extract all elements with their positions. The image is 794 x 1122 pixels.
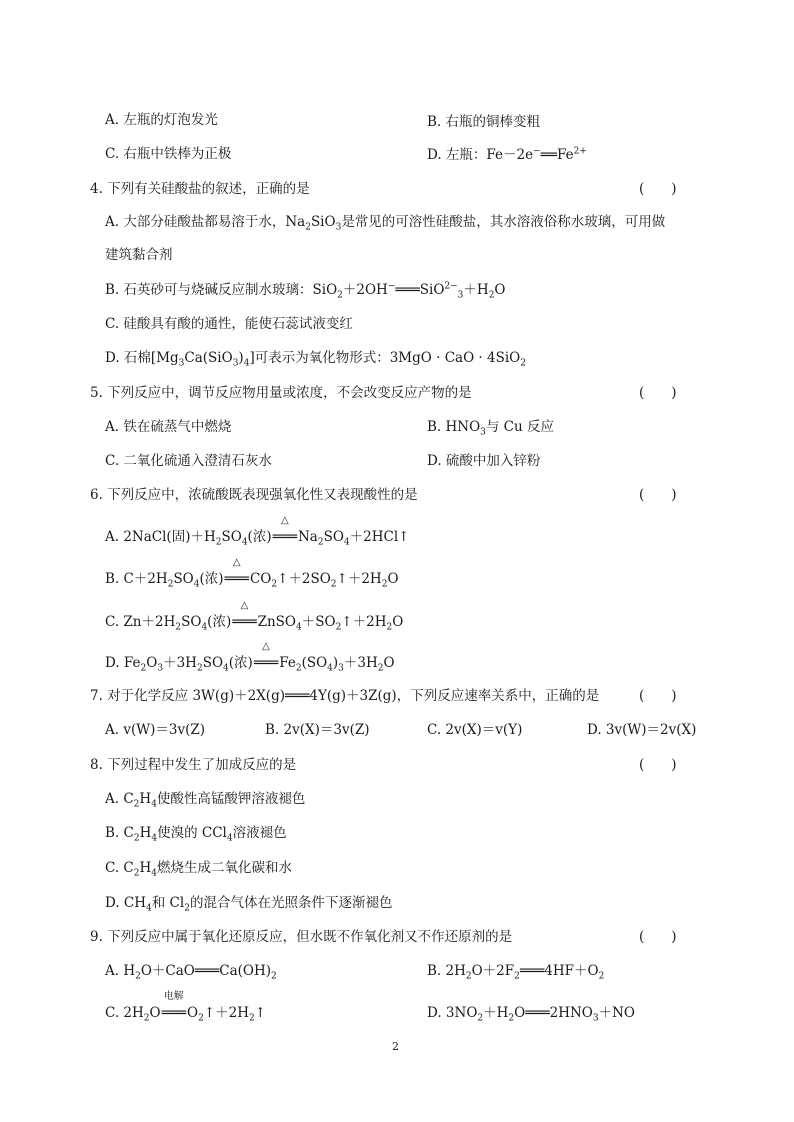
heat-condition: △ ═══	[272, 515, 297, 545]
q3-option-b: B. 右瓶的铜棒变粗	[427, 114, 541, 130]
q4-option-a-line1: A. 大部分硅酸盐都易溶于水，$Na_2SiO_3$是常见的可溶性硅酸盐，其水溶液俗称水玻璃，可用做	[105, 214, 666, 233]
q6-option-a: A. 2NaCl(固)$+H_2SO_4$(浓) △ $═══Na_2SO_4+2HCl↑$	[105, 515, 410, 548]
q7-option-b: B. 2v(X)＝3v(Z)	[265, 722, 370, 738]
q5-option-c: C. 二氧化硫通入澄清石灰水	[105, 453, 272, 469]
q9-option-c: C. $2H_2O$ 电解 $═══O_2↑+2H_2↑$	[105, 991, 267, 1024]
heat-condition: △ ═══	[253, 641, 279, 671]
q6-answer-paren: ( )	[639, 487, 677, 503]
electrolysis-condition: 电解 ═══	[161, 991, 186, 1021]
q8-option-b: B. $C_2H_4$使溴的 CCl$_4$溶液褪色	[105, 825, 287, 844]
q5-option-d: D. 硫酸中加入锌粉	[427, 453, 541, 469]
q5-option-b: B. $HNO_3$与 Cu 反应	[427, 419, 554, 438]
q4-option-b: B. 石英砂可与烧碱反应制水玻璃：$SiO_2+2OH^-═══SiO^{2-}_3+H_2O$	[105, 281, 506, 301]
q8-answer-paren: ( )	[639, 757, 677, 773]
q9-answer-paren: ( )	[639, 929, 677, 945]
q4-option-d: D. 石棉$[Mg_3Ca(SiO_3)_4]$可表示为氧化物形式：3MgO · CaO · 4SiO$_2$	[105, 350, 526, 369]
heat-condition: △ ═══	[224, 557, 249, 587]
q4-stem: 4. 下列有关硅酸盐的叙述，正确的是	[90, 181, 310, 197]
q3-option-d: D. 左瓶：$Fe-2e^-══Fe^{2+}$	[427, 146, 587, 163]
q6-option-d: D. $Fe_2O_3+3H_2SO_4$(浓) △ $═══Fe_2(SO_4)_3+3H_2O$	[105, 641, 395, 674]
q4-answer-paren: ( )	[639, 181, 677, 197]
q3-option-a: A. 左瓶的灯泡发光	[105, 112, 218, 128]
q5-stem: 5. 下列反应中，调节反应物用量或浓度，不会改变反应产物的是	[90, 385, 472, 401]
q7-option-a: A. v(W)＝3v(Z)	[105, 722, 205, 738]
q8-option-a: A. $C_2H_4$使酸性高锰酸钾溶液褪色	[105, 791, 306, 810]
q8-option-d: D. $CH_4$和 $Cl_2$的混合气体在光照条件下逐渐褪色	[105, 895, 393, 914]
page-number: 2	[392, 1040, 399, 1053]
q9-option-b: B. $2H_2O+2F_2═══4HF+O_2$	[427, 963, 605, 982]
q3-option-c: C. 右瓶中铁棒为正极	[105, 146, 232, 162]
q7-option-d: D. 3v(W)＝2v(X)	[587, 722, 697, 738]
q5-option-a: A. 铁在硫蒸气中燃烧	[105, 419, 232, 435]
q4-option-a-line2: 建筑黏合剂	[105, 247, 173, 263]
q7-answer-paren: ( )	[639, 688, 677, 704]
q7-stem: 7. 对于化学反应 3W(g)＋2X(g)═══4Y(g)＋3Z(g)，下列反应速率关系中，正确的是	[90, 688, 600, 704]
q9-stem: 9. 下列反应中属于氧化还原反应，但水既不作氧化剂又不作还原剂的是	[90, 929, 513, 945]
q5-answer-paren: ( )	[639, 385, 677, 401]
q6-stem: 6. 下列反应中，浓硫酸既表现强氧化性又表现酸性的是	[90, 487, 418, 503]
q4-option-c: C. 硅酸具有酸的通性，能使石蕊试液变红	[105, 316, 353, 332]
q9-option-a: A. $H_2O+CaO═══Ca(OH)_2$	[105, 963, 277, 982]
q9-option-d: D. $3NO_2+H_2O═══2HNO_3+NO$	[427, 1005, 635, 1024]
heat-condition: △ ═══	[232, 600, 257, 630]
q7-option-c: C. 2v(X)＝v(Y)	[427, 722, 523, 738]
q6-option-b: B. $C+2H_2SO_4$(浓) △ $═══CO_2↑+2SO_2↑+2H_2O$	[105, 557, 399, 590]
q8-option-c: C. $C_2H_4$燃烧生成二氧化碳和水	[105, 860, 293, 879]
q6-option-c: C. $Zn+2H_2SO_4$(浓) △ $═══ZnSO_4+SO_2↑+2H_2O$	[105, 600, 404, 633]
q8-stem: 8. 下列过程中发生了加成反应的是	[90, 757, 297, 773]
